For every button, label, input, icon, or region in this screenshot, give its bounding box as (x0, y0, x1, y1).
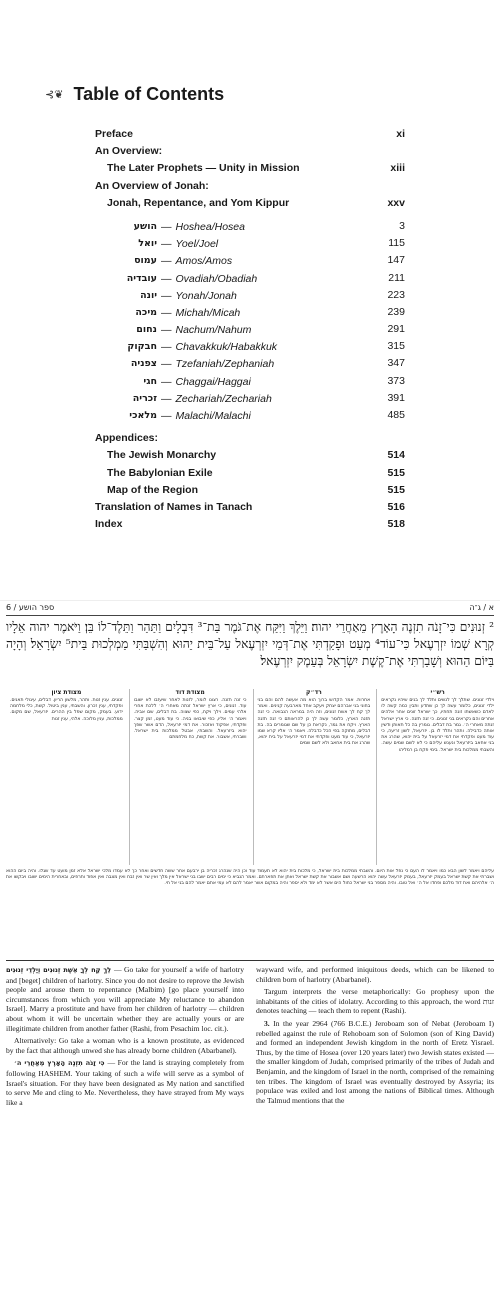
commentary-title: רד״ק (305, 689, 322, 696)
toc-book-entry (95, 392, 405, 409)
toc-entry-page: 3 (399, 219, 405, 232)
toc-entry-page: 239 (387, 305, 405, 318)
header-left: 6 / ספר הושע (6, 603, 55, 612)
verse-number: 3. (264, 1018, 274, 1028)
toc-entry-title: Preface (95, 128, 133, 140)
book-english-name: Chavakkuk/Habakkuk (175, 341, 278, 354)
toc-entry-page: 373 (387, 374, 405, 387)
toc-book-entry (95, 289, 405, 306)
toc-entry-title: Appendices: (95, 432, 159, 445)
toc-entry-title: The Jewish Monarchy (107, 449, 217, 462)
toc-entry-page: xi (396, 128, 405, 140)
toc-entry (95, 432, 405, 449)
toc-entry-title: Jonah, Repentance, and Yom Kippur (107, 196, 290, 209)
toc-entry-page: 485 (387, 409, 405, 421)
dash: — (161, 306, 172, 319)
dash: — (161, 272, 172, 285)
commentary-paragraph (256, 1019, 494, 1105)
toc-book-title (95, 238, 371, 250)
book-english-name: Nachum/Nahum (175, 324, 252, 337)
toc-book-entry (95, 340, 405, 357)
toc-entry-page: 315 (387, 340, 405, 353)
commentary-column (6, 689, 123, 865)
book-hebrew-name: עמוס (134, 255, 157, 267)
toc-entry-title: Translation of Names in Tanach (95, 500, 253, 513)
toc-entry (95, 484, 405, 501)
toc-entry (95, 162, 405, 179)
toc-header (45, 84, 224, 105)
ornament-icon: ⊰❦ (45, 88, 64, 101)
book-hebrew-name: יונה (140, 289, 157, 301)
toc-entry (95, 467, 405, 484)
commentary-text: In the year 2964 (766 B.C.E.) Jeroboam son of Nebat (Jeroboam I) rebelled against the rule of Rehoboam son of Solomon (son of King David) and formed an independent Jewish kingdom in the north of Eretz Yisrael. Thus, by the time of Hosea (over 120 years later) two Jewish states existed — the smaller kingdom of Judah, comprised primarily of the tribes of Judah and Benjamin, and the kingdom of Israel in the north, comprised of the remaining ten tribes. The kingdom of Israel was eventually destroyed by Assyria; its populace was exiled and lost among the nations of Biblical times. Although the Talmud mentions that the (256, 1018, 494, 1105)
commentary-text: — For the land is straying completely from following HASHEM. Your taking of such a wife will serve as a symbol of Israel's situation. For they have been designated as My nation and sanctified to serve Me and cling to Me. Nevertheless, they have strayed from My ways like a (6, 1058, 244, 1107)
commentary-paragraph (6, 965, 244, 1033)
dash: — (161, 410, 172, 422)
book-hebrew-name: מלאכי (129, 410, 157, 421)
toc-book-entry (95, 375, 405, 392)
book-hebrew-name: חגי (143, 375, 157, 387)
book-english-name: Malachi/Malachi (175, 410, 251, 422)
toc-book-entry (95, 357, 405, 374)
toc-book-title (95, 255, 371, 267)
toc-entry-page: 115 (388, 237, 405, 250)
book-hebrew-name: הושע (133, 220, 157, 232)
toc-book-title (95, 358, 371, 370)
english-column-right (256, 965, 494, 1245)
dash: — (161, 289, 172, 302)
commentary-text: wayward wife, and performed iniquitous deeds, which can be likened to children born of harlotry (Abarbanel). (256, 965, 494, 984)
commentary-text: Alternatively: Go take a woman who is a known prostitute, as evidenced by the fact that although unwed she has already borne children (Abarbanel). (6, 1036, 244, 1055)
toc-entry-title: An Overview: (95, 145, 163, 158)
commentary-columns (6, 689, 494, 865)
commentary-paragraph (256, 987, 494, 1016)
toc-book-title (95, 410, 371, 422)
hosea-page (0, 600, 500, 1297)
book-english-name: Ovadiah/Obadiah (175, 272, 258, 285)
book-english-name: Hoshea/Hosea (175, 220, 245, 233)
english-commentary (6, 965, 494, 1245)
toc-entry (95, 501, 405, 518)
commentary-body: כי זנה תזנה. רצונו לומר, לזנות לאחר שיעזבו לא ישובו עוד. זנונים, כי ארץ ישראל זנתה מאחרי ה׳ ללכת אחרי אלהי עמים. וילך ויקח, כפי שצוה. בת דבלים, שם אביה. ויאמר ה׳ אליו, כפי שיבואו בניה. כי עוד מעט, זמן קצר. ופקדתי, אפקוד ואזכור. את דמי יזרעאל, הדם אשר שפך יהוא ביזרעאל. והשבתי, אבטל ממלכות בית ישראל. ושברתי, אשבור. את קשת, כח מלחמתם (133, 698, 247, 741)
toc-book-title (95, 221, 371, 233)
toc-page (0, 0, 500, 590)
toc-entry (95, 197, 405, 214)
toc-book-entry (95, 323, 405, 340)
toc-entry-page: 347 (387, 357, 405, 370)
toc-entry (95, 449, 405, 466)
commentary-title: מצודת ציון (51, 689, 82, 696)
toc-book-entry (95, 306, 405, 323)
toc-book-title (95, 341, 371, 353)
commentary-text: Targum interprets the verse metaphorically: Go prophesy upon the inhabitants of the cities of idolatry. According to this approach, the word זנות denotes teaching — teach them to repent (Rashi). (256, 987, 494, 1016)
toc-entry (95, 518, 405, 535)
book-hebrew-name: נחום (136, 324, 157, 336)
toc-entry (95, 180, 405, 197)
toc-book-entry (95, 409, 405, 426)
toc-book-title (95, 290, 371, 302)
toc-entry-page: 211 (388, 271, 405, 284)
lemma-hebrew: כִּי זָנֹה תִזְנֶה הָאָרֶץ מֵאַחֲרֵי ה׳ (14, 1059, 108, 1068)
book-english-name: Yoel/Joel (175, 238, 219, 251)
book-hebrew-name: יואל (138, 238, 157, 250)
verse-text: ² זְנוּנִים כִּי־זָנֹה תִזְנֶה הָאָרֶץ מֵאַחֲרֵי יהוה׃ וַיֵּלֶךְ וַיִּקַּח אֶת־גֹּמֶר בַּת־³ דִּבְלָיִם וַתַּהַר וַתֵּלֶד־לוֹ בֵּן׃ וַיֹּאמֶר יהוה אֵלָיו קְרָא שְׁמוֹ יִזְרְעֶאל כִּי־עוֹד⁴ מְעַט וּפָקַדְתִּי אֶת־דְּמֵי יִזְרְעֶאל עַל־בֵּית יֵהוּא וְהִשְׁבַּתִּי מַמְלְכוּת בֵּית⁵ יִשְׂרָאֵל׃ וְהָיָה בַּיּוֹם הַהוּא וְשָׁבַרְתִּי אֶת־קֶשֶׁת יִשְׂרָאֵל בְּעֵמֶק יִזְרְעֶאל׃ (6, 620, 494, 668)
toc-entry-page: xiii (390, 162, 405, 175)
commentary-title: מצודת דוד (175, 689, 205, 696)
book-hebrew-name: זכריה (132, 392, 157, 404)
toc-entry-title: The Later Prophets — Unity in Mission (107, 162, 300, 175)
dash: — (161, 375, 172, 388)
toc-book-entry (95, 220, 405, 237)
toc-entry (95, 145, 405, 162)
toc-entry-page: 291 (387, 323, 405, 336)
toc-entry-title: The Babylonian Exile (107, 466, 213, 479)
commentary-column (253, 689, 371, 865)
dash: — (161, 220, 172, 233)
book-hebrew-name: מיכה (135, 306, 157, 318)
commentary-body: זנונים. ענין זנות. ותהר, מלשון הריון. דבלים, עיגולי תאנים. ופקדתי, ענין זכרון. והשבתי, ענין ביטול. קשת, כלי מלחמה ידוע. בעמק, מקום שפל בין ההרים. יזרעאל, שם מקום. ממלכות, ענין מלוכה. אלהי, ענין זנות (10, 698, 123, 722)
toc-book-entry (95, 272, 405, 289)
page-title: Table of Contents (73, 84, 225, 104)
dash: — (161, 255, 172, 268)
toc-book-title (95, 307, 371, 319)
commentary-paragraph (6, 1036, 244, 1055)
commentary-title: רש״י (430, 689, 445, 696)
book-hebrew-name: חבקוק (127, 341, 157, 353)
lemma-hebrew: לֵךְ קַח לְךָ אֵשֶׁת זְנוּנִים וְיַלְדֵי זְנוּנִים (6, 966, 114, 974)
commentary-wide: עליהם ויאמר לשון הבא כמו ויאמר לו העם כי נפל אות היום. והשבתי ממלכות בית ישראל, כי מלכות בית יהוא לא תעמוד עוד וכן היה שנהרג זכריה בן ירבעם אחר ששה חדשים ואחר כך לא עמדו מלכי ישראל אלא זמן מועט עד שגלו. והיה ביום ההוא ושברתי את קשת ישראל בעמק יזרעאל, בעמק יזרעאל עשה יהוא הרשעה ושם אשבור את קשת ישראל ואתן את תפארתם. ואמר הנביא כי ימים רבים ישבו בני ישראל אין מלך ואין שר ואין זבח ואין מצבה ואין אפוד ותרפים, ובאחרית הימים ישובו ויבקשו את ה׳ אלהיהם ואת דוד מלכם ופחדו אל ה׳ ואל טובו. והיה מספר בני ישראל כחול הים אשר לא ימד ולא יספר והיה במקום אשר יאמר להם לא עמי אתם יאמר להם בני אל חי. (6, 869, 494, 887)
header-right: א / ג־ה (469, 603, 494, 612)
dash: — (161, 341, 172, 354)
toc-entry-page: 515 (387, 483, 405, 496)
toc-entry-title: Map of the Region (107, 483, 198, 496)
toc-entry-title: Index (95, 518, 123, 531)
toc-entry-page: 391 (387, 391, 405, 404)
toc-book-title (95, 324, 371, 336)
english-column-left (6, 965, 244, 1245)
toc-book-title (95, 393, 371, 405)
dash: — (161, 238, 172, 251)
toc-entry-page: 147 (387, 254, 405, 267)
toc-entry-page: 514 (387, 449, 405, 462)
commentary-column (129, 689, 247, 865)
commentary-column (376, 689, 494, 865)
toc-list (95, 128, 405, 535)
toc-entry-page: xxv (387, 196, 405, 209)
toc-book-title (95, 376, 371, 388)
toc-entry-page: 518 (387, 518, 405, 531)
book-hebrew-name: צפניה (130, 358, 157, 370)
dash: — (161, 358, 172, 371)
commentary-body: אחרות. אמר הקדוש ברוך הוא מה אעשה להם והם בני בחוני בני אברהם יצחק ויעקב אחד מארבעה קנינים. ואמר לך קח לך אשת זנונים, וזה היה במראה הנבואה. כי זנה תזנה הארץ, כלומר עשה לך כן להראותם כי זנה תזנה הארץ. ויקח את גמר, נקראת כן על שם שגומרים בה. בת דבלים, מתוקה בפי הכל כדבלה. ויאמר ה׳ אליו קרא שמו יזרעאל, כי עוד מעט ופקדתי את דמי יזרעאל על בית יהוא, שהרג את בית אחאב ולא לשם שמים (257, 698, 371, 747)
commentary-text: — Go take for yourself a wife of harlotry and [beget] children of harlotry. Since you do not desire to reprove the Jewish people and arouse them to repentance (Malbim) [go place yourself into circumstances from which you will appreciate My reluctance to abandon Israel]. Marry a prostitute and have from her children of harlotry — children about whom it will be uncertain whether they are actually yours or are illegitimate children from another father (Rashi, from Pesachim loc. cit.). (6, 965, 244, 1033)
toc-book-entry (95, 254, 405, 271)
book-hebrew-name: עובדיה (126, 272, 157, 284)
commentary-body: וילדי זנונים. שתלך לך לנשים ותלד לך בנים שיהיו נקראים ילדי זנונים, כלומר עשה לך כן שתדע ותבין כמה קשה לו לאדם כשאשתו זונה תחתיו, כך ישראל זונים אחר אלהים אחרים והם נקראים בני זנונים. כי זנה תזנה. כי ארץ ישראל זנתה מאחרי ה׳. גמר בת דבלים. גומרין בה כל תאותן ודשין אותה כדבילה. ותהר ותלד לו בן. יזרעאל, לשון זריעה, כי עוד מעט ופקדתי את דמי יזרעאל על בית יהוא, שהרג את בני אחאב ביזרעאל ונענש עליהם כי לא לשם שמים עשה. והשבתי ממלכות בית ישראל. בימי פקח בן רמליהו (381, 698, 494, 753)
toc-entry (95, 128, 405, 145)
book-english-name: Michah/Micah (175, 306, 241, 319)
toc-book-entry (95, 237, 405, 254)
toc-book-title (95, 273, 371, 285)
commentary-paragraph (256, 965, 494, 984)
book-english-name: Zechariah/Zechariah (175, 392, 272, 405)
book-english-name: Amos/Amos (175, 255, 233, 268)
divider (6, 960, 494, 961)
toc-entry-page: 223 (387, 288, 405, 301)
book-english-name: Tzefaniah/Zephaniah (175, 358, 275, 371)
toc-entry-title: An Overview of Jonah: (95, 179, 209, 192)
dash: — (161, 324, 172, 337)
toc-entry-page: 516 (387, 500, 405, 513)
toc-entry-page: 515 (387, 466, 405, 479)
commentary-paragraph (6, 1058, 244, 1107)
running-header (6, 603, 494, 616)
book-english-name: Chaggai/Haggai (175, 375, 251, 388)
book-english-name: Yonah/Jonah (175, 289, 237, 302)
dash: — (161, 392, 172, 405)
